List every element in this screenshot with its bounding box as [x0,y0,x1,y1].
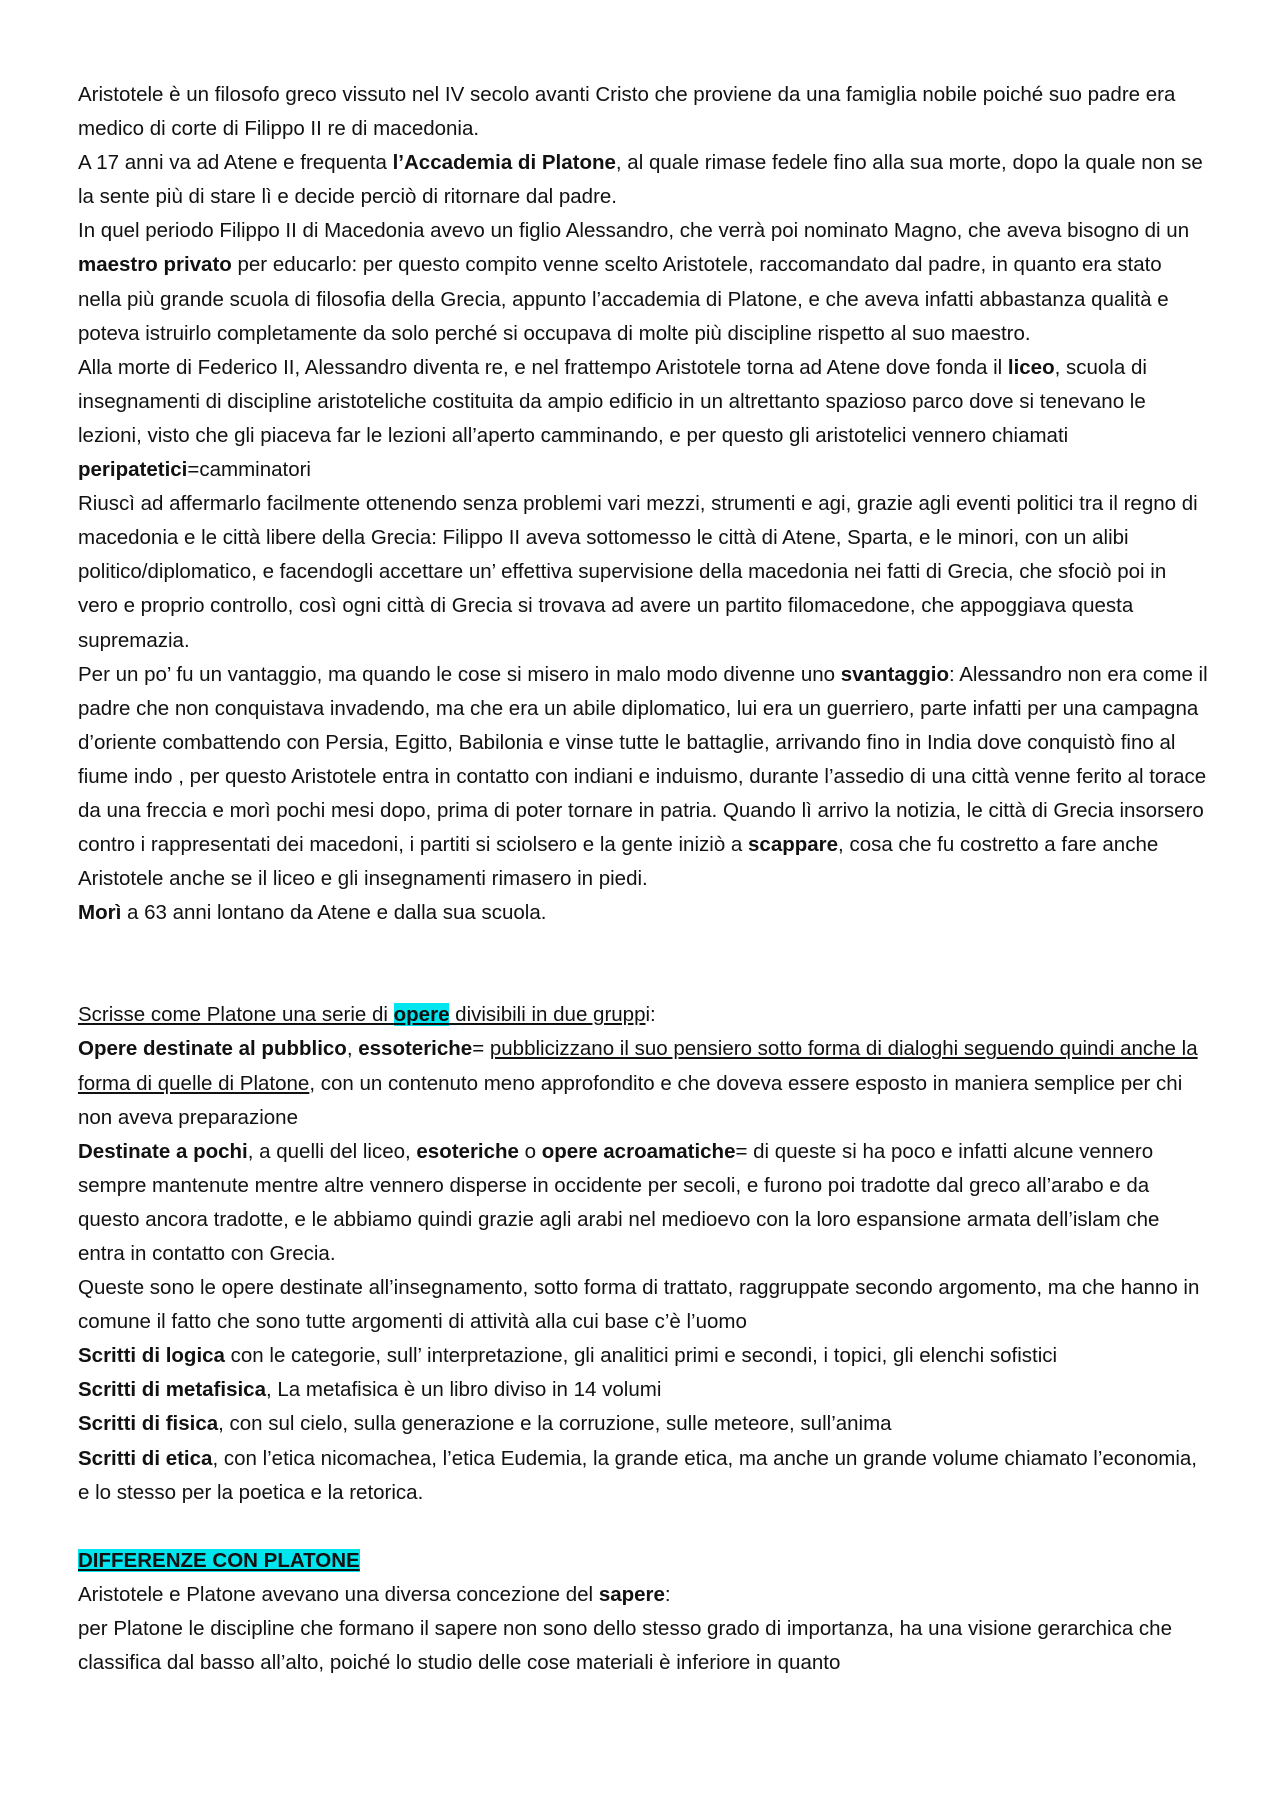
opere-queste [78,1271,1208,1339]
spacer [78,1510,1208,1544]
underlined-text: pubblicizzano il suo pensiero sotto forma di dialoghi seguendo quindi anche la forma di quelle di Platone [78,1037,1198,1095]
underlined-text: divisibili in due grupp [449,1003,646,1027]
spacer [78,930,1208,998]
section-heading [78,1544,1208,1578]
bold-term: Scritti di etica [78,1446,213,1470]
text: per educarlo: per questo compito venne scelto Aristotele, raccomandato dal padre, in quanto era stato nella più grande scuola di filosofia della Grecia, appunto l’accademia di Platone, e che aveva infatti abbastanza qualità e poteva istruirlo completamente da solo perché si occupava di molte più discipline rispetto al suo maestro. [78,253,1169,345]
text: , al quale rimase fedele fino alla sua morte, dopo la quale non se la sente più di stare lì e decide perciò di ritornare dal padre. [78,151,1203,209]
bold-term: Scritti di metafisica [78,1378,266,1402]
bold-term: Scritti di logica [78,1344,225,1368]
text: Per un po’ fu un vantaggio, ma quando le cose si misero in malo modo divenne uno [78,662,841,686]
bio-paragraph-5 [78,487,1208,657]
text: Aristotele è un filosofo greco vissuto nel IV secolo avanti Cristo che proviene da una famiglia nobile poiché suo padre era medico di corte di Filippo II re di macedonia. [78,83,1176,141]
bold-term: liceo [1007,355,1055,379]
text: , a quelli del liceo, [247,1139,417,1163]
text: Riuscì ad affermarlo facilmente ottenendo senza problemi vari mezzi, strumenti e agi, grazie agli eventi politici tra il regno di macedonia e le città libere della Grecia: Filippo II aveva sottomesso le città di Atene, Sparta, e le minori, con un alibi politico/diplomatico, e facendogli accettare un’ effettiva supervisione della macedonia nei fatti di Grecia, che sfociò poi in vero e proprio controllo, così ogni città di Grecia si trovava ad avere un partito filomacedone, che appoggiava questa supremazia. [78,492,1198,652]
bio-paragraph-2 [78,146,1208,214]
bio-paragraph-7 [78,896,1208,930]
text: In quel periodo Filippo II di Macedonia avevo un figlio Alessandro, che verrà poi nominato Magno, che aveva bisogno di un [78,219,1190,243]
text: o [518,1139,542,1163]
scritti-etica [78,1442,1208,1510]
scritti-fisica [78,1407,1208,1441]
scritti-metafisica [78,1373,1208,1407]
highlighted-heading: DIFFERENZE CON PLATONE [78,1548,360,1572]
bold-term: essoteriche [358,1037,473,1061]
bold-term: opere acroamatiche [541,1139,736,1163]
text: per Platone le discipline che formano il sapere non sono dello stesso grado di importanza, ha una visione gerarchica che classifica dal basso all’alto, poiché lo studio delle cose materiali è inferiore in quanto [78,1616,1172,1675]
bold-term: esoteriche [416,1139,519,1163]
differenze-paragraph-2 [78,1612,1208,1680]
differenze-paragraph-1 [78,1578,1208,1612]
highlighted-term: opere [393,1003,450,1027]
text: Alla morte di Federico II, Alessandro diventa re, e nel frattempo Aristotele torna ad Atene dove fonda il [78,355,1008,379]
bold-term: Morì [78,901,122,925]
bold-term: scappare [748,833,839,857]
text: con le categorie, sull’ interpretazione, gli analitici primi e secondi, i topici, gli elenchi sofistici [224,1344,1058,1368]
bold-term: sapere [598,1582,665,1606]
text: , con sul cielo, sulla generazione e la corruzione, sulle meteore, sull’anima [218,1412,892,1436]
text: , La metafisica è un libro diviso in 14 volumi [265,1378,662,1402]
text: : [664,1582,671,1606]
bold-term: maestro privato [78,253,232,277]
bold-term: Destinate a pochi [78,1139,248,1163]
bio-paragraph-4 [78,351,1208,487]
bio-paragraph-6 [78,658,1208,897]
text: a 63 anni lontano da Atene e dalla sua scuola. [121,901,547,925]
text: , con l’etica nicomachea, l’etica Eudemia, la grande etica, ma anche un grande volume chiamato l’economia, e lo stesso per la poetica e la retorica. [78,1446,1197,1504]
text: Aristotele e Platone avevano una diversa concezione del [78,1582,599,1606]
bold-term: svantaggio [840,662,949,686]
text: =camminatori [187,458,311,482]
bold-term: Scritti di fisica [78,1412,219,1436]
bio-paragraph-3 [78,214,1208,350]
underlined-text: Scrisse come Platone una serie di [78,1003,394,1027]
text: , [346,1037,359,1061]
text: = di queste si ha poco e infatti alcune vennero sempre mantenute mentre altre vennero disperse in occidente per secoli, e furono poi tradotte dal greco all’arabo e da questo ancora tradotte, e le abbiamo quindi grazie agli arabi nel medioevo con la loro espansione armata dell’islam che entra in contatto con Grecia. [78,1139,1160,1265]
text: i: [645,1003,656,1027]
text: = [472,1037,490,1061]
scritti-logica [78,1339,1208,1373]
text: A 17 anni va ad Atene e frequenta [78,151,393,175]
text: , con un contenuto meno approfondito e che doveva essere esposto in maniera semplice per chi non aveva preparazione [78,1071,1183,1129]
opere-esoteriche [78,1135,1208,1271]
opere-essoteriche [78,1032,1208,1134]
bio-paragraph-1 [78,78,1208,146]
text: , cosa che fu costretto a fare anche Aristotele anche se il liceo e gli insegnamenti rimasero in piedi. [78,833,1159,891]
opere-intro [78,998,1208,1032]
bold-term: peripatetici [78,458,188,482]
bold-term: l’Accademia di Platone [392,151,616,175]
text: : Alessandro non era come il padre che non conquistava invadendo, ma che era un abile diplomatico, lui era un guerriero, parte infatti per una campagna d’oriente combattendo con Persia, Egitto, Babilonia e vinse tutte le battaglie, arrivando fino in India dove conquistò fino al fiume indo , per questo Aristotele entra in contatto con indiani e induismo, durante l’assedio di una città venne ferito al torace da una freccia e morì pochi mesi dopo, prima di poter tornare in patria. Quando lì arrivo la notizia, le città di Grecia insorsero contro i rappresentati dei macedoni, i partiti si sciolsero e la gente iniziò a [78,662,1208,857]
bold-term: Opere destinate al pubblico [78,1037,347,1061]
text: , scuola di insegnamenti di discipline aristoteliche costituita da ampio edificio in un altrettanto spazioso parco dove si tenevano le lezioni, visto che gli piaceva far le lezioni all’aperto camminando, e per questo gli aristotelici vennero chiamati [78,355,1147,447]
text: Queste sono le opere destinate all’insegnamento, sotto forma di trattato, raggruppate secondo argomento, ma che hanno in comune il fatto che sono tutte argomenti di attività alla cui base c’è l’uomo [78,1276,1200,1334]
